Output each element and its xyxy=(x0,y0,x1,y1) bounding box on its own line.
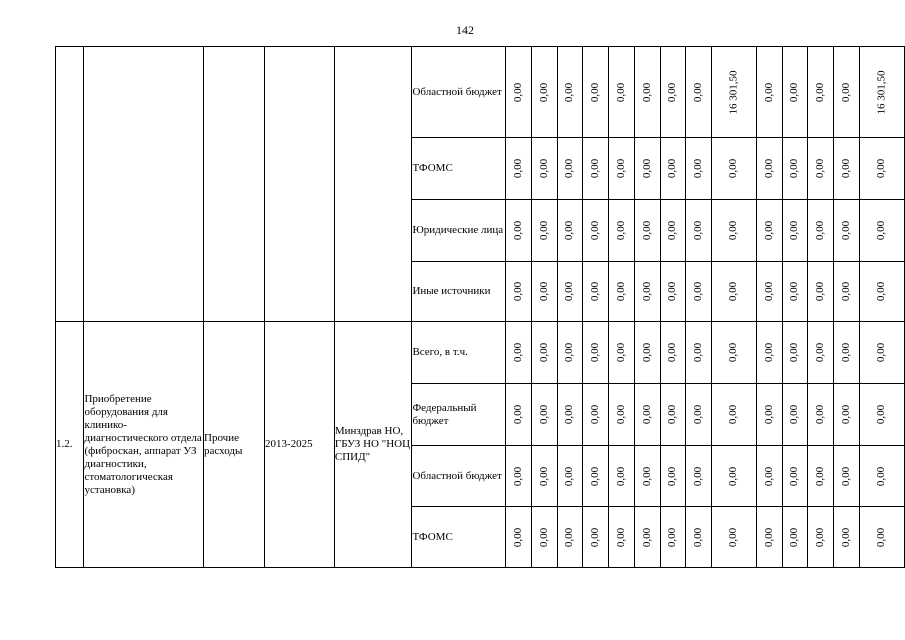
budget-value-cell xyxy=(634,262,660,322)
budget-value-cell xyxy=(712,138,757,200)
budget-value-cell xyxy=(506,200,532,262)
budget-value-cell xyxy=(757,322,783,384)
budget-value-cell xyxy=(609,138,635,200)
budget-value: 0,00 xyxy=(666,342,679,363)
budget-value: 0,00 xyxy=(840,82,853,102)
executor: Минздрав НО, ГБУЗ НО "НОЦ СПИД" xyxy=(334,322,412,568)
budget-value: 0,00 xyxy=(666,281,679,302)
budget-value-cell xyxy=(506,47,532,138)
budget-value: 0,00 xyxy=(727,466,740,486)
budget-value-cell xyxy=(859,446,904,507)
budget-value-cell xyxy=(557,384,583,446)
funding-source: Иные источники xyxy=(412,262,506,322)
budget-value: 0,00 xyxy=(614,527,627,547)
budget-value-cell xyxy=(834,507,860,568)
budget-value-cell xyxy=(712,507,757,568)
budget-value: 0,00 xyxy=(762,342,775,363)
item-name: Приобретение оборудования для клинико-диагностического отдела (фиброскан, аппарат УЗ диагностики, стоматологическая установка) xyxy=(84,322,204,568)
budget-value: 0,00 xyxy=(614,466,627,486)
budget-value: 0,00 xyxy=(537,342,550,363)
budget-value: 0,00 xyxy=(537,404,550,425)
budget-value-cell xyxy=(712,200,757,262)
budget-value-cell xyxy=(782,262,808,322)
budget-value-cell xyxy=(609,322,635,384)
budget-value-cell xyxy=(808,138,834,200)
budget-value: 0,00 xyxy=(589,527,602,547)
funding-source: ТФОМС xyxy=(412,138,506,200)
budget-value-cell xyxy=(757,262,783,322)
implementation-period xyxy=(264,47,334,322)
budget-value-cell xyxy=(660,322,686,384)
budget-value-cell xyxy=(782,507,808,568)
budget-value: 0,00 xyxy=(589,404,602,425)
budget-value: 0,00 xyxy=(762,527,775,547)
budget-value: 0,00 xyxy=(692,466,705,486)
budget-value: 0,00 xyxy=(814,281,827,302)
budget-value-cell xyxy=(686,262,712,322)
budget-value: 0,00 xyxy=(537,158,550,179)
budget-value: 0,00 xyxy=(692,158,705,179)
budget-value: 0,00 xyxy=(666,527,679,547)
item-number xyxy=(56,47,84,322)
budget-value: 0,00 xyxy=(814,404,827,425)
budget-value-cell xyxy=(531,507,557,568)
budget-value: 0,00 xyxy=(692,281,705,302)
budget-value-cell xyxy=(660,384,686,446)
executor xyxy=(334,47,412,322)
budget-value-cell xyxy=(712,262,757,322)
budget-value-cell xyxy=(660,138,686,200)
budget-value-cell xyxy=(808,507,834,568)
funding-source: Федеральный бюджет xyxy=(412,384,506,446)
budget-value: 0,00 xyxy=(840,158,853,179)
budget-value: 0,00 xyxy=(814,158,827,179)
budget-value-cell xyxy=(712,322,757,384)
budget-value-cell xyxy=(506,384,532,446)
budget-value-cell xyxy=(686,200,712,262)
budget-value: 0,00 xyxy=(512,342,524,363)
budget-value: 0,00 xyxy=(692,527,705,547)
budget-value-cell xyxy=(531,47,557,138)
budget-value-cell xyxy=(859,200,904,262)
budget-value: 0,00 xyxy=(640,220,653,241)
budget-value-cell xyxy=(531,322,557,384)
budget-value: 0,00 xyxy=(512,466,524,486)
budget-value: 0,00 xyxy=(788,404,801,425)
budget-value-cell xyxy=(609,47,635,138)
budget-value: 0,00 xyxy=(840,342,853,363)
budget-value: 0,00 xyxy=(692,404,705,425)
budget-value: 0,00 xyxy=(537,220,550,241)
table-row xyxy=(56,47,905,138)
table-row xyxy=(56,322,905,384)
budget-value: 16 301,50 xyxy=(875,70,888,114)
budget-value: 0,00 xyxy=(563,158,576,179)
budget-value-cell xyxy=(634,138,660,200)
budget-value-cell xyxy=(583,446,609,507)
budget-value-cell xyxy=(506,446,532,507)
budget-value-cell xyxy=(557,446,583,507)
budget-value-cell xyxy=(583,384,609,446)
budget-value: 0,00 xyxy=(614,342,627,363)
funding-source: Областной бюджет xyxy=(412,446,506,507)
budget-value: 0,00 xyxy=(640,404,653,425)
budget-value-cell xyxy=(834,47,860,138)
budget-value-cell xyxy=(557,200,583,262)
budget-value: 0,00 xyxy=(762,220,775,241)
budget-value: 0,00 xyxy=(563,342,576,363)
budget-value: 0,00 xyxy=(589,158,602,179)
budget-value: 0,00 xyxy=(814,342,827,363)
budget-value: 0,00 xyxy=(814,82,827,102)
budget-value: 0,00 xyxy=(788,466,801,486)
budget-value-cell xyxy=(859,384,904,446)
budget-value: 0,00 xyxy=(537,281,550,302)
budget-value-cell xyxy=(808,384,834,446)
budget-value: 0,00 xyxy=(875,404,888,425)
budget-value: 0,00 xyxy=(563,281,576,302)
budget-value-cell xyxy=(583,262,609,322)
budget-value: 0,00 xyxy=(640,82,653,102)
budget-value: 0,00 xyxy=(840,466,853,486)
budget-value-cell xyxy=(506,262,532,322)
budget-value-cell xyxy=(609,507,635,568)
budget-value: 0,00 xyxy=(840,281,853,302)
budget-value: 0,00 xyxy=(589,220,602,241)
expense-category xyxy=(204,47,265,322)
budget-value: 0,00 xyxy=(614,82,627,102)
funding-source: Юридические лица xyxy=(412,200,506,262)
budget-value-cell xyxy=(757,138,783,200)
budget-value: 0,00 xyxy=(589,342,602,363)
budget-value: 0,00 xyxy=(875,158,888,179)
budget-value: 0,00 xyxy=(512,158,524,179)
budget-value-cell xyxy=(609,446,635,507)
budget-value: 0,00 xyxy=(563,466,576,486)
budget-value-cell xyxy=(712,384,757,446)
budget-value-cell xyxy=(660,262,686,322)
budget-value-cell xyxy=(757,200,783,262)
budget-value: 0,00 xyxy=(589,281,602,302)
budget-value-cell xyxy=(609,200,635,262)
budget-value: 0,00 xyxy=(788,281,801,302)
budget-value-cell xyxy=(808,322,834,384)
budget-value: 0,00 xyxy=(589,82,602,102)
budget-value: 0,00 xyxy=(512,220,524,241)
budget-value-cell xyxy=(686,138,712,200)
funding-source: Областной бюджет xyxy=(412,47,506,138)
budget-value-cell xyxy=(557,322,583,384)
budget-value-cell xyxy=(686,446,712,507)
budget-value: 0,00 xyxy=(512,527,524,547)
budget-value-cell xyxy=(660,47,686,138)
budget-value: 0,00 xyxy=(614,404,627,425)
budget-value-cell xyxy=(557,262,583,322)
budget-value: 0,00 xyxy=(875,342,888,363)
budget-value: 0,00 xyxy=(692,220,705,241)
budget-value: 0,00 xyxy=(666,82,679,102)
funding-source: ТФОМС xyxy=(412,507,506,568)
budget-table xyxy=(55,46,905,568)
budget-value: 0,00 xyxy=(727,527,740,547)
budget-value: 0,00 xyxy=(640,281,653,302)
budget-value: 0,00 xyxy=(589,466,602,486)
budget-value-cell xyxy=(686,47,712,138)
expense-category: Прочие расходы xyxy=(204,322,265,568)
budget-value: 0,00 xyxy=(512,404,524,425)
budget-value-cell xyxy=(686,322,712,384)
budget-value-cell xyxy=(583,322,609,384)
budget-value-cell xyxy=(531,138,557,200)
budget-value: 0,00 xyxy=(788,220,801,241)
budget-value: 0,00 xyxy=(762,281,775,302)
budget-value-cell xyxy=(506,507,532,568)
budget-value: 0,00 xyxy=(840,527,853,547)
budget-value-cell xyxy=(712,446,757,507)
budget-value-cell xyxy=(506,322,532,384)
budget-value-cell xyxy=(782,200,808,262)
budget-value: 0,00 xyxy=(640,527,653,547)
implementation-period: 2013-2025 xyxy=(264,322,334,568)
budget-value-cell xyxy=(660,507,686,568)
budget-value-cell xyxy=(808,262,834,322)
budget-value-cell xyxy=(859,262,904,322)
budget-value: 0,00 xyxy=(692,82,705,102)
budget-value-cell xyxy=(834,384,860,446)
budget-value: 0,00 xyxy=(537,82,550,102)
budget-value: 0,00 xyxy=(614,281,627,302)
budget-value-cell xyxy=(634,322,660,384)
budget-value-cell xyxy=(583,507,609,568)
budget-value-cell xyxy=(686,507,712,568)
budget-value-cell xyxy=(859,138,904,200)
budget-value-cell xyxy=(712,47,757,138)
budget-value-cell xyxy=(660,446,686,507)
budget-value-cell xyxy=(859,47,904,138)
budget-value: 0,00 xyxy=(727,342,740,363)
budget-value-cell xyxy=(531,262,557,322)
budget-value-cell xyxy=(757,384,783,446)
budget-value-cell xyxy=(834,262,860,322)
budget-value: 0,00 xyxy=(762,82,775,102)
budget-value: 0,00 xyxy=(614,158,627,179)
budget-value: 0,00 xyxy=(875,281,888,302)
budget-value-cell xyxy=(757,47,783,138)
budget-value: 0,00 xyxy=(875,220,888,241)
budget-value: 0,00 xyxy=(727,158,740,179)
budget-value-cell xyxy=(834,138,860,200)
budget-value: 0,00 xyxy=(727,220,740,241)
budget-value: 0,00 xyxy=(788,527,801,547)
budget-value: 0,00 xyxy=(840,220,853,241)
budget-value-cell xyxy=(557,507,583,568)
budget-value: 16 301,50 xyxy=(727,70,740,114)
budget-value: 0,00 xyxy=(814,527,827,547)
budget-value-cell xyxy=(757,507,783,568)
budget-value-cell xyxy=(583,47,609,138)
budget-value: 0,00 xyxy=(788,158,801,179)
budget-value-cell xyxy=(634,507,660,568)
budget-value-cell xyxy=(782,446,808,507)
budget-value: 0,00 xyxy=(563,82,576,102)
budget-value-cell xyxy=(808,47,834,138)
budget-value-cell xyxy=(531,384,557,446)
budget-value-cell xyxy=(859,507,904,568)
budget-value-cell xyxy=(634,446,660,507)
budget-value-cell xyxy=(609,384,635,446)
budget-value: 0,00 xyxy=(788,342,801,363)
budget-value: 0,00 xyxy=(875,527,888,547)
budget-value: 0,00 xyxy=(614,220,627,241)
budget-value: 0,00 xyxy=(537,466,550,486)
budget-value-cell xyxy=(834,200,860,262)
budget-value-cell xyxy=(557,138,583,200)
budget-value-cell xyxy=(859,322,904,384)
budget-value: 0,00 xyxy=(762,158,775,179)
budget-value-cell xyxy=(782,384,808,446)
budget-value: 0,00 xyxy=(727,281,740,302)
budget-value: 0,00 xyxy=(875,466,888,486)
budget-value: 0,00 xyxy=(814,220,827,241)
budget-value: 0,00 xyxy=(840,404,853,425)
budget-value-cell xyxy=(782,322,808,384)
budget-value: 0,00 xyxy=(814,466,827,486)
budget-value: 0,00 xyxy=(512,82,524,102)
budget-value: 0,00 xyxy=(563,220,576,241)
budget-value: 0,00 xyxy=(537,527,550,547)
budget-value-cell xyxy=(506,138,532,200)
item-number: 1.2. xyxy=(56,322,84,568)
budget-value: 0,00 xyxy=(666,158,679,179)
budget-value-cell xyxy=(660,200,686,262)
budget-value-cell xyxy=(808,446,834,507)
budget-value: 0,00 xyxy=(563,527,576,547)
page-number: 142 xyxy=(456,23,474,37)
budget-value: 0,00 xyxy=(563,404,576,425)
budget-value: 0,00 xyxy=(762,466,775,486)
budget-value-cell xyxy=(583,138,609,200)
budget-value: 0,00 xyxy=(762,404,775,425)
item-name xyxy=(84,47,204,322)
budget-value-cell xyxy=(757,446,783,507)
budget-value: 0,00 xyxy=(640,342,653,363)
budget-value: 0,00 xyxy=(512,281,524,302)
budget-value-cell xyxy=(609,262,635,322)
funding-source: Всего, в т.ч. xyxy=(412,322,506,384)
budget-value-cell xyxy=(531,446,557,507)
budget-value: 0,00 xyxy=(640,466,653,486)
budget-value: 0,00 xyxy=(666,404,679,425)
budget-value-cell xyxy=(634,47,660,138)
budget-value: 0,00 xyxy=(788,82,801,102)
budget-value: 0,00 xyxy=(666,220,679,241)
budget-value-cell xyxy=(834,446,860,507)
budget-value: 0,00 xyxy=(640,158,653,179)
budget-value-cell xyxy=(834,322,860,384)
budget-value: 0,00 xyxy=(666,466,679,486)
budget-value-cell xyxy=(583,200,609,262)
budget-value-cell xyxy=(782,138,808,200)
budget-value-cell xyxy=(634,200,660,262)
budget-value: 0,00 xyxy=(727,404,740,425)
budget-value-cell xyxy=(634,384,660,446)
budget-value-cell xyxy=(782,47,808,138)
budget-value-cell xyxy=(686,384,712,446)
budget-value-cell xyxy=(557,47,583,138)
budget-value-cell xyxy=(808,200,834,262)
budget-value-cell xyxy=(531,200,557,262)
budget-value: 0,00 xyxy=(692,342,705,363)
